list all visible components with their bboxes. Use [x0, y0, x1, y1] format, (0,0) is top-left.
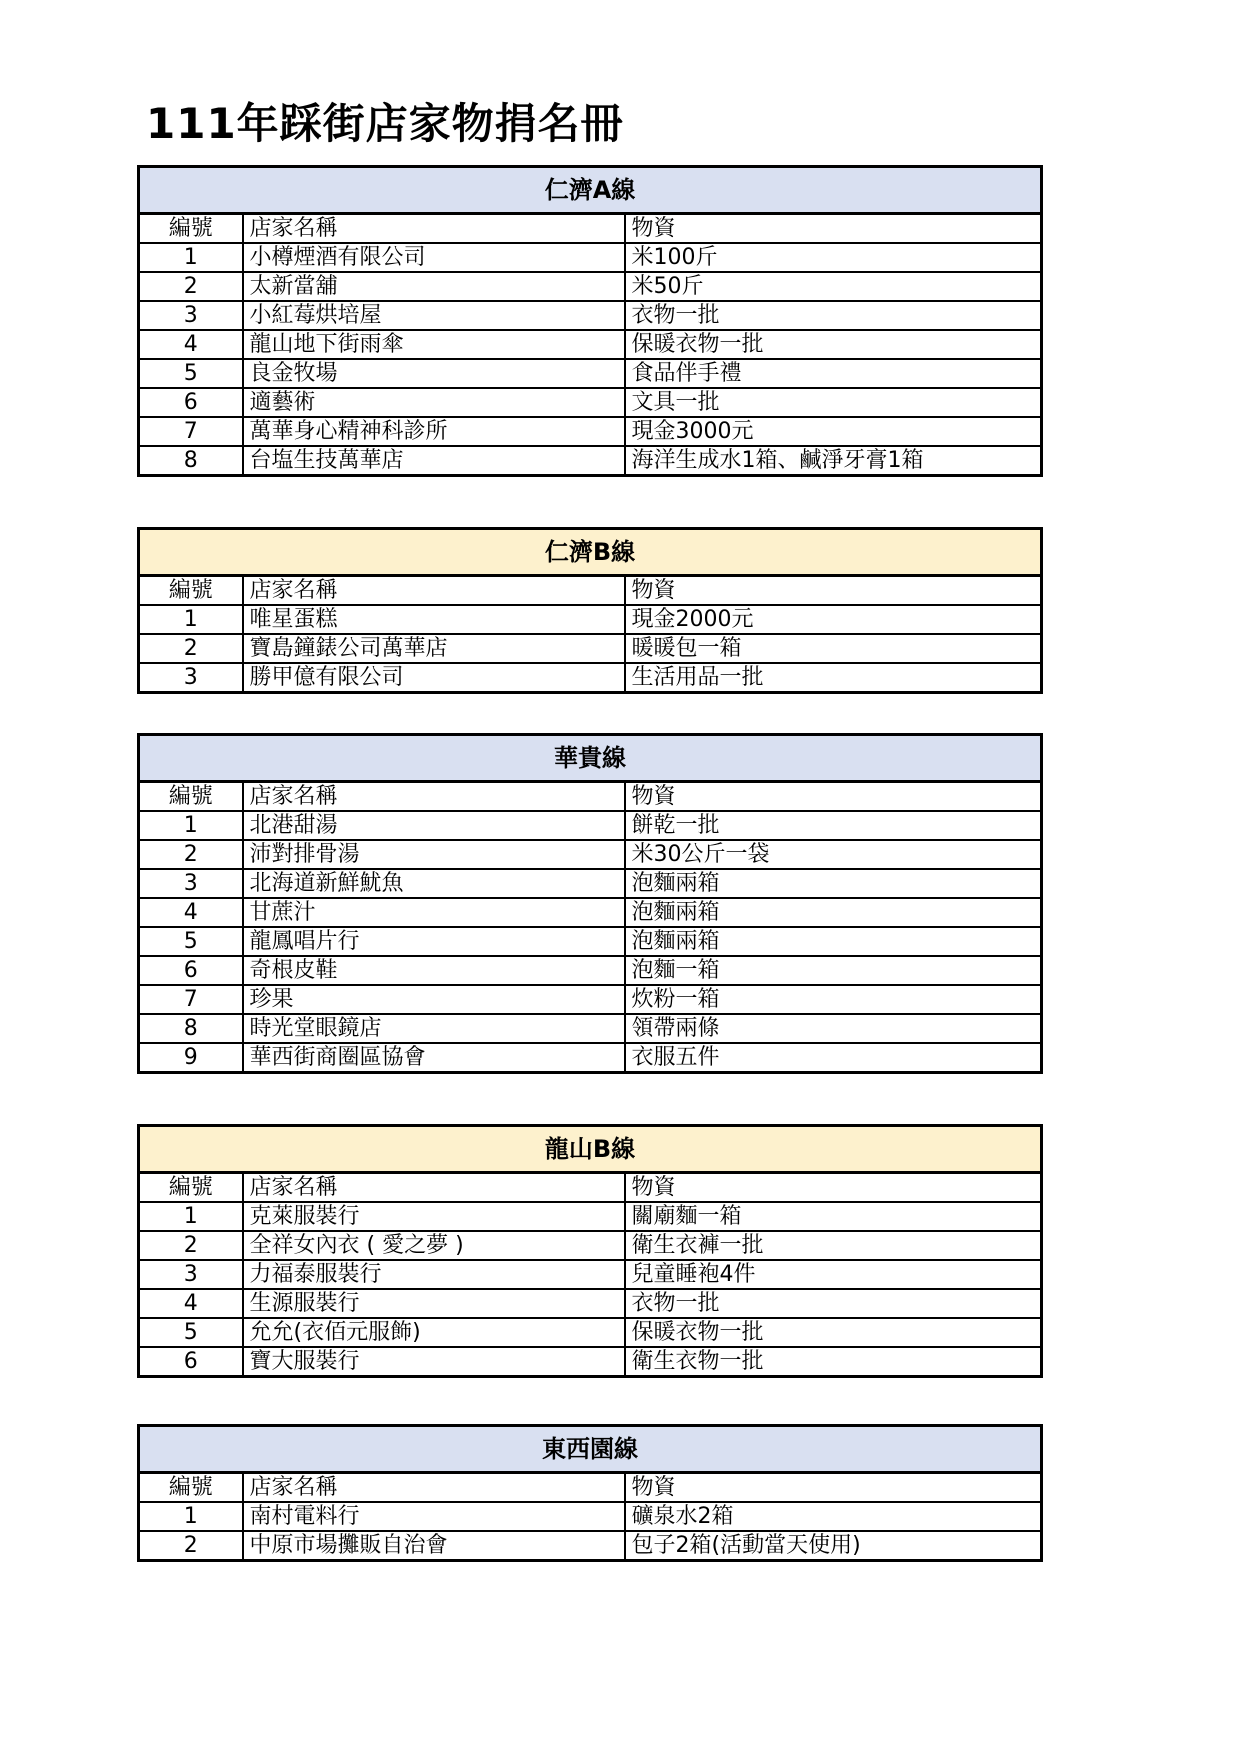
section-header-row — [139, 529, 1042, 576]
row-number: 2 — [139, 634, 243, 663]
donated-goods: 衣物一批 — [625, 1289, 1042, 1318]
table-row — [139, 663, 1042, 693]
table-row — [139, 869, 1042, 898]
section-table — [137, 165, 1043, 477]
row-number: 3 — [139, 301, 243, 330]
store-name: 沛對排骨湯 — [243, 840, 625, 869]
section-title: 仁濟B線 — [139, 529, 1042, 576]
row-number: 2 — [139, 272, 243, 301]
donated-goods: 現金2000元 — [625, 605, 1042, 634]
document-title: 111年踩街店家物捐名冊 — [146, 99, 624, 148]
column-header-row — [139, 782, 1042, 812]
section-title: 華貴線 — [139, 735, 1042, 782]
section-1 — [137, 165, 1040, 477]
store-name: 北港甜湯 — [243, 811, 625, 840]
store-name: 克萊服裝行 — [243, 1202, 625, 1231]
store-name: 台塩生技萬華店 — [243, 446, 625, 476]
column-header-store: 店家名稱 — [243, 576, 625, 606]
section-header-row — [139, 1126, 1042, 1173]
column-header-goods: 物資 — [625, 1173, 1042, 1203]
section-3 — [137, 733, 1040, 1074]
donated-goods: 礦泉水2箱 — [625, 1502, 1042, 1531]
section-table — [137, 1124, 1043, 1378]
store-name: 華西街商圈區協會 — [243, 1043, 625, 1073]
column-header-store: 店家名稱 — [243, 1473, 625, 1503]
donated-goods: 兒童睡袍4件 — [625, 1260, 1042, 1289]
donated-goods: 暖暖包一箱 — [625, 634, 1042, 663]
table-row — [139, 243, 1042, 272]
row-number: 6 — [139, 1347, 243, 1377]
column-header-row — [139, 1473, 1042, 1503]
store-name: 勝甲億有限公司 — [243, 663, 625, 693]
donated-goods: 泡麵兩箱 — [625, 898, 1042, 927]
table-row — [139, 898, 1042, 927]
donated-goods: 米100斤 — [625, 243, 1042, 272]
section-header-row — [139, 735, 1042, 782]
column-header-store: 店家名稱 — [243, 214, 625, 244]
table-row — [139, 359, 1042, 388]
column-header-number: 編號 — [139, 782, 243, 812]
store-name: 適藝術 — [243, 388, 625, 417]
row-number: 4 — [139, 330, 243, 359]
store-name: 小樽煙酒有限公司 — [243, 243, 625, 272]
table-row — [139, 1531, 1042, 1561]
table-row — [139, 388, 1042, 417]
donated-goods: 泡麵兩箱 — [625, 927, 1042, 956]
donated-goods: 海洋生成水1箱、鹹淨牙膏1箱 — [625, 446, 1042, 476]
table-row — [139, 811, 1042, 840]
table-row — [139, 927, 1042, 956]
row-number: 5 — [139, 1318, 243, 1347]
store-name: 力福泰服裝行 — [243, 1260, 625, 1289]
row-number: 2 — [139, 1231, 243, 1260]
row-number: 3 — [139, 663, 243, 693]
row-number: 9 — [139, 1043, 243, 1073]
table-row — [139, 985, 1042, 1014]
row-number: 3 — [139, 1260, 243, 1289]
donated-goods: 米50斤 — [625, 272, 1042, 301]
column-header-row — [139, 1173, 1042, 1203]
row-number: 6 — [139, 388, 243, 417]
donated-goods: 衣物一批 — [625, 301, 1042, 330]
column-header-goods: 物資 — [625, 576, 1042, 606]
row-number: 5 — [139, 927, 243, 956]
table-row — [139, 1289, 1042, 1318]
store-name: 太新當舖 — [243, 272, 625, 301]
table-row — [139, 605, 1042, 634]
column-header-number: 編號 — [139, 1173, 243, 1203]
donated-goods: 保暖衣物一批 — [625, 1318, 1042, 1347]
table-row — [139, 1260, 1042, 1289]
section-title: 龍山B線 — [139, 1126, 1042, 1173]
row-number: 1 — [139, 1502, 243, 1531]
column-header-store: 店家名稱 — [243, 1173, 625, 1203]
column-header-store: 店家名稱 — [243, 782, 625, 812]
store-name: 良金牧場 — [243, 359, 625, 388]
donated-goods: 包子2箱(活動當天使用) — [625, 1531, 1042, 1561]
column-header-goods: 物資 — [625, 1473, 1042, 1503]
store-name: 龍鳳唱片行 — [243, 927, 625, 956]
table-row — [139, 446, 1042, 476]
row-number: 8 — [139, 1014, 243, 1043]
row-number: 1 — [139, 811, 243, 840]
store-name: 奇根皮鞋 — [243, 956, 625, 985]
store-name: 時光堂眼鏡店 — [243, 1014, 625, 1043]
donated-goods: 餅乾一批 — [625, 811, 1042, 840]
store-name: 南村電料行 — [243, 1502, 625, 1531]
row-number: 1 — [139, 1202, 243, 1231]
row-number: 5 — [139, 359, 243, 388]
section-header-row — [139, 1426, 1042, 1473]
table-row — [139, 1502, 1042, 1531]
section-header-row — [139, 167, 1042, 214]
table-row — [139, 272, 1042, 301]
row-number: 1 — [139, 605, 243, 634]
donated-goods: 保暖衣物一批 — [625, 330, 1042, 359]
column-header-goods: 物資 — [625, 782, 1042, 812]
row-number: 3 — [139, 869, 243, 898]
donated-goods: 領帶兩條 — [625, 1014, 1042, 1043]
row-number: 7 — [139, 417, 243, 446]
store-name: 允允(衣佰元服飾) — [243, 1318, 625, 1347]
column-header-row — [139, 576, 1042, 606]
store-name: 龍山地下街雨傘 — [243, 330, 625, 359]
donated-goods: 現金3000元 — [625, 417, 1042, 446]
store-name: 北海道新鮮魷魚 — [243, 869, 625, 898]
table-row — [139, 956, 1042, 985]
table-row — [139, 1231, 1042, 1260]
donated-goods: 食品伴手禮 — [625, 359, 1042, 388]
row-number: 1 — [139, 243, 243, 272]
store-name: 唯星蛋糕 — [243, 605, 625, 634]
store-name: 全祥女內衣 ( 愛之夢 ) — [243, 1231, 625, 1260]
donated-goods: 關廟麵一箱 — [625, 1202, 1042, 1231]
row-number: 4 — [139, 898, 243, 927]
table-row — [139, 634, 1042, 663]
column-header-goods: 物資 — [625, 214, 1042, 244]
table-row — [139, 840, 1042, 869]
section-2 — [137, 527, 1040, 694]
store-name: 寶島鐘錶公司萬華店 — [243, 634, 625, 663]
column-header-number: 編號 — [139, 1473, 243, 1503]
donated-goods: 衛生衣物一批 — [625, 1347, 1042, 1377]
table-row — [139, 330, 1042, 359]
donated-goods: 米30公斤一袋 — [625, 840, 1042, 869]
store-name: 中原市場攤販自治會 — [243, 1531, 625, 1561]
section-table — [137, 527, 1043, 694]
donated-goods: 衣服五件 — [625, 1043, 1042, 1073]
donated-goods: 衛生衣褲一批 — [625, 1231, 1042, 1260]
table-row — [139, 1043, 1042, 1073]
table-row — [139, 1347, 1042, 1377]
row-number: 2 — [139, 840, 243, 869]
store-name: 珍果 — [243, 985, 625, 1014]
row-number: 4 — [139, 1289, 243, 1318]
table-row — [139, 1202, 1042, 1231]
column-header-number: 編號 — [139, 214, 243, 244]
section-table — [137, 733, 1043, 1074]
table-row — [139, 1318, 1042, 1347]
section-4 — [137, 1124, 1040, 1378]
donated-goods: 炊粉一箱 — [625, 985, 1042, 1014]
donated-goods: 泡麵一箱 — [625, 956, 1042, 985]
store-name: 生源服裝行 — [243, 1289, 625, 1318]
donated-goods: 文具一批 — [625, 388, 1042, 417]
column-header-number: 編號 — [139, 576, 243, 606]
section-title: 仁濟A線 — [139, 167, 1042, 214]
section-table — [137, 1424, 1043, 1562]
table-row — [139, 301, 1042, 330]
row-number: 6 — [139, 956, 243, 985]
row-number: 7 — [139, 985, 243, 1014]
column-header-row — [139, 214, 1042, 244]
donated-goods: 生活用品一批 — [625, 663, 1042, 693]
store-name: 萬華身心精神科診所 — [243, 417, 625, 446]
store-name: 甘蔗汁 — [243, 898, 625, 927]
section-5 — [137, 1424, 1040, 1562]
donated-goods: 泡麵兩箱 — [625, 869, 1042, 898]
store-name: 寶大服裝行 — [243, 1347, 625, 1377]
row-number: 8 — [139, 446, 243, 476]
section-title: 東西園線 — [139, 1426, 1042, 1473]
table-row — [139, 1014, 1042, 1043]
table-row — [139, 417, 1042, 446]
store-name: 小紅莓烘培屋 — [243, 301, 625, 330]
row-number: 2 — [139, 1531, 243, 1561]
